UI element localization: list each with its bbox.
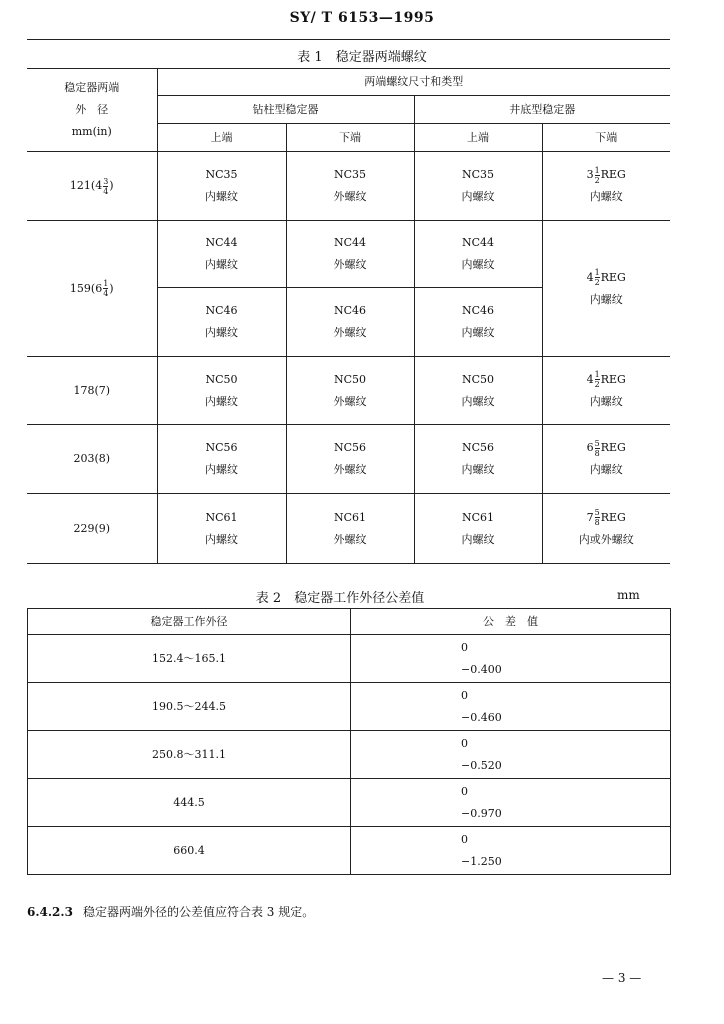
- table2-unit: mm: [617, 588, 640, 602]
- table-row: [28, 827, 671, 875]
- lower-end-header: 下端: [542, 124, 670, 152]
- thread-cell: NC46 内螺纹: [157, 288, 286, 357]
- table2-caption: 表 2 稳定器工作外径公差值: [255, 591, 425, 606]
- thread-group-header: 两端螺纹尺寸和类型: [157, 69, 670, 96]
- table2-tolerances: [27, 608, 671, 875]
- table-row: [27, 494, 670, 564]
- thread-cell: NC35 内螺纹: [414, 152, 542, 221]
- thread-cell: NC56 外螺纹: [286, 425, 414, 494]
- od-cell: 159(6 $\frac{1}{4}$ ): [27, 221, 157, 357]
- table-row: [28, 731, 671, 779]
- reg-thread-cell: 4 $\frac{1}{2}$ REG 内螺纹: [542, 357, 670, 425]
- od-cell: 152.4～165.1: [28, 635, 351, 683]
- thread-cell: NC61 内螺纹: [414, 494, 542, 564]
- table-row: [28, 779, 671, 827]
- thread-cell: NC44 内螺纹: [157, 221, 286, 288]
- od-header-unit: mm(in): [71, 125, 112, 138]
- thread-cell: NC35 外螺纹: [286, 152, 414, 221]
- thread-cell: NC61 外螺纹: [286, 494, 414, 564]
- table1-thread-types: [27, 68, 670, 564]
- drillstring-stabilizer-header: 钻柱型稳定器: [157, 96, 414, 124]
- od-cell: 121(4 $\frac{3}{4}$ ): [27, 152, 157, 221]
- thread-cell: NC50 内螺纹: [414, 357, 542, 425]
- thread-cell: NC46 内螺纹: [414, 288, 542, 357]
- thread-cell: NC56 内螺纹: [414, 425, 542, 494]
- od-header-line1: 稳定器两端: [64, 81, 120, 94]
- clause-paragraph: [27, 903, 314, 920]
- tolerance-cell: 0 −0.460: [351, 683, 671, 731]
- thread-cell: NC56 内螺纹: [157, 425, 286, 494]
- thread-cell: NC44 内螺纹: [414, 221, 542, 288]
- table-row: [27, 425, 670, 494]
- thread-cell: NC50 内螺纹: [157, 357, 286, 425]
- table-row: [28, 683, 671, 731]
- thread-cell: NC44 外螺纹: [286, 221, 414, 288]
- page-number: — 3 —: [602, 971, 642, 985]
- downhole-stabilizer-header: 井底型稳定器: [414, 96, 670, 124]
- od-cell: 444.5: [28, 779, 351, 827]
- od-cell: 229(9): [27, 494, 157, 564]
- reg-thread-cell: 4 $\frac{1}{2}$ REG 内螺纹: [542, 221, 670, 357]
- upper-end-header: 上端: [414, 124, 542, 152]
- tolerance-cell: 0 −0.400: [351, 635, 671, 683]
- tolerance-cell: 0 −0.520: [351, 731, 671, 779]
- reg-thread-cell: 7 $\frac{5}{8}$ REG 内或外螺纹: [542, 494, 670, 564]
- od-column-header: [27, 69, 157, 152]
- od-cell: 178(7): [27, 357, 157, 425]
- od-cell: 203(8): [27, 425, 157, 494]
- lower-end-header: 下端: [286, 124, 414, 152]
- clause-text: 稳定器两端外径的公差值应符合表 3 规定。: [82, 905, 315, 919]
- upper-end-header: 上端: [157, 124, 286, 152]
- thread-cell: NC35 内螺纹: [157, 152, 286, 221]
- od-cell: 250.8～311.1: [28, 731, 351, 779]
- tolerance-cell: 0 −1.250: [351, 827, 671, 875]
- od-cell: 660.4: [28, 827, 351, 875]
- header-rule: [27, 39, 670, 40]
- clause-number: 6.4.2.3: [27, 905, 73, 919]
- od-header: 稳定器工作外径: [28, 609, 351, 635]
- table1-caption: 表 1 稳定器两端螺纹: [297, 50, 427, 65]
- thread-cell: NC46 外螺纹: [286, 288, 414, 357]
- od-header-line2: 外 径: [75, 103, 109, 116]
- reg-thread-cell: 6 $\frac{5}{8}$ REG 内螺纹: [542, 425, 670, 494]
- table-row: [27, 357, 670, 425]
- document-code: SY/ T 6153—1995: [289, 10, 435, 26]
- thread-cell: NC50 外螺纹: [286, 357, 414, 425]
- table-row: [27, 152, 670, 221]
- table-row: [28, 635, 671, 683]
- tolerance-header: 公 差 值: [351, 609, 671, 635]
- tolerance-cell: 0 −0.970: [351, 779, 671, 827]
- table-row: [27, 221, 670, 288]
- thread-cell: NC61 内螺纹: [157, 494, 286, 564]
- od-cell: 190.5～244.5: [28, 683, 351, 731]
- reg-thread-cell: 3 $\frac{1}{2}$ REG 内螺纹: [542, 152, 670, 221]
